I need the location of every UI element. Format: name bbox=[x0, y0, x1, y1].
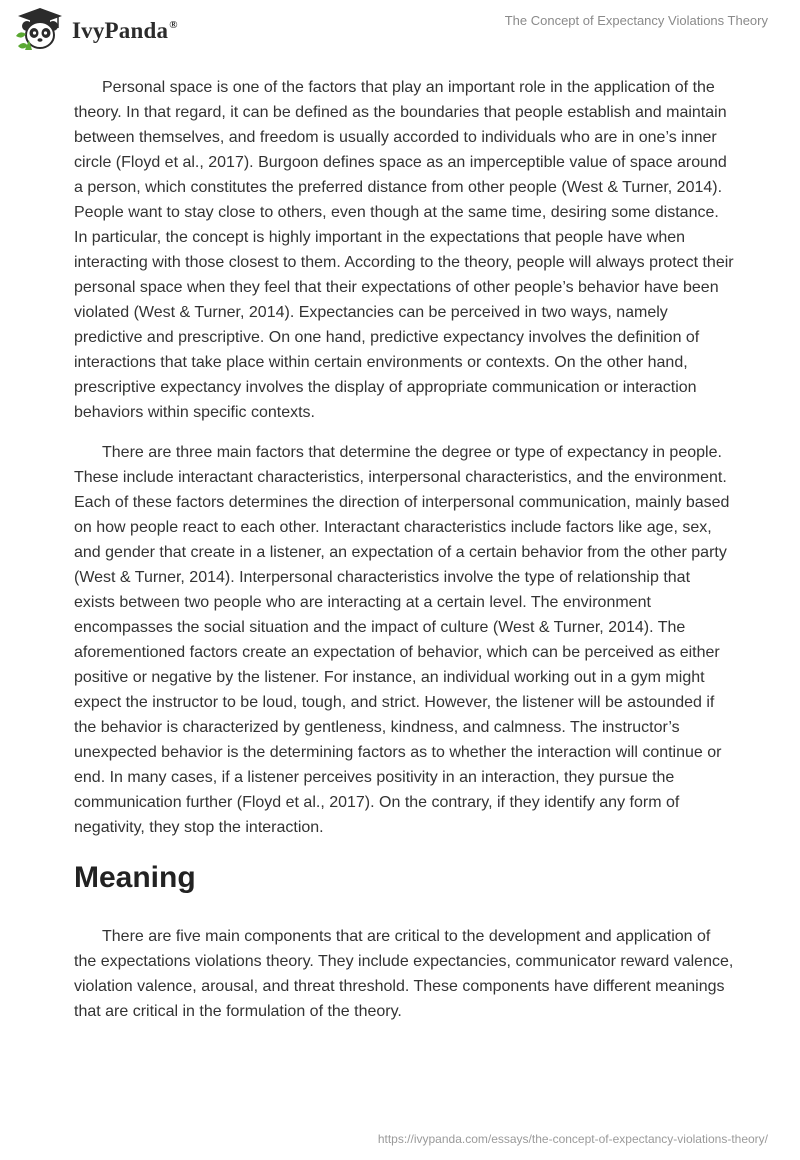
paragraph-1: Personal space is one of the factors that play an important role in the application of the theory. In that regard, it can be defined as the boundaries that people establish and maintain between themselves, and freedom is usually accorded to individuals who are in one’s inner circle (Floyd et al., 2017). Burgoon defines space as an imperceptible value of space around a person, which constitutes the preferred distance from other people (West & Turner, 2014). People want to stay close to others, even though at the same time, desiring some distance. In particular, the concept is highly important in the expectations that people have when interacting with those closest to them. According to the theory, people will always protect their personal space when they feel that their expectations of other people’s behavior have been violated (West & Turner, 2014). Expectancies can be perceived in two ways, namely predictive and prescriptive. On one hand, predictive expectancy involves the definition of interactions that take place within certain environments or contexts. On the other hand, prescriptive expectancy involves the display of appropriate communication or interaction behaviors within specific contexts. bbox=[74, 79, 734, 421]
page-header bbox=[0, 0, 800, 60]
panda-graduate-icon bbox=[14, 6, 66, 57]
ivypanda-logo[interactable] bbox=[14, 8, 178, 54]
section-paragraph: There are five main components that are critical to the development and application of the expectations violations theory. They include expectancies, communicator reward valence, violation valence, arousal, and threat threshold. These components have different meanings that are critical in the formulation of the theory. bbox=[74, 928, 734, 1020]
document-title: The Concept of Expectancy Violations Theory bbox=[504, 13, 768, 28]
paragraph-2: There are three main factors that determine the degree or type of expectancy in people. These include interactant characteristics, interpersonal characteristics, and the environment. Each of these factors determines the direction of interpersonal communication, mainly based on how people react to each other. Interactant characteristics include factors like age, sex, and gender that create in a listener, an expectation of a certain behavior from the other party (West & Turner, 2014). Interpersonal characteristics involve the type of relationship that exists between two people who are interacting at a certain level. The environment encompasses the social situation and the impact of culture (West & Turner, 2014). The aforementioned factors create an expectation of behavior, which can be perceived as either positive or negative by the listener. For instance, an individual working out in a gym might expect the instructor to be loud, tough, and strict. However, the listener will be astounded if the behavior is characterized by gentleness, kindness, and calmness. The instructor’s unexpected behavior is the determining factors as to whether the interaction will continue or end. In many cases, if a listener perceives positivity in an interaction, they pursue the communication further (Floyd et al., 2017). On the contrary, if they identify any form of negativity, they stop the interaction. bbox=[74, 444, 730, 836]
source-url[interactable]: https://ivypanda.com/essays/the-concept-of-expectancy-violations-theory/ bbox=[377, 1132, 768, 1146]
brand-name: IvyPanda® bbox=[72, 18, 178, 43]
registered-mark: ® bbox=[169, 19, 178, 31]
essay-body bbox=[74, 75, 734, 1039]
section-heading: Meaning bbox=[74, 861, 196, 894]
